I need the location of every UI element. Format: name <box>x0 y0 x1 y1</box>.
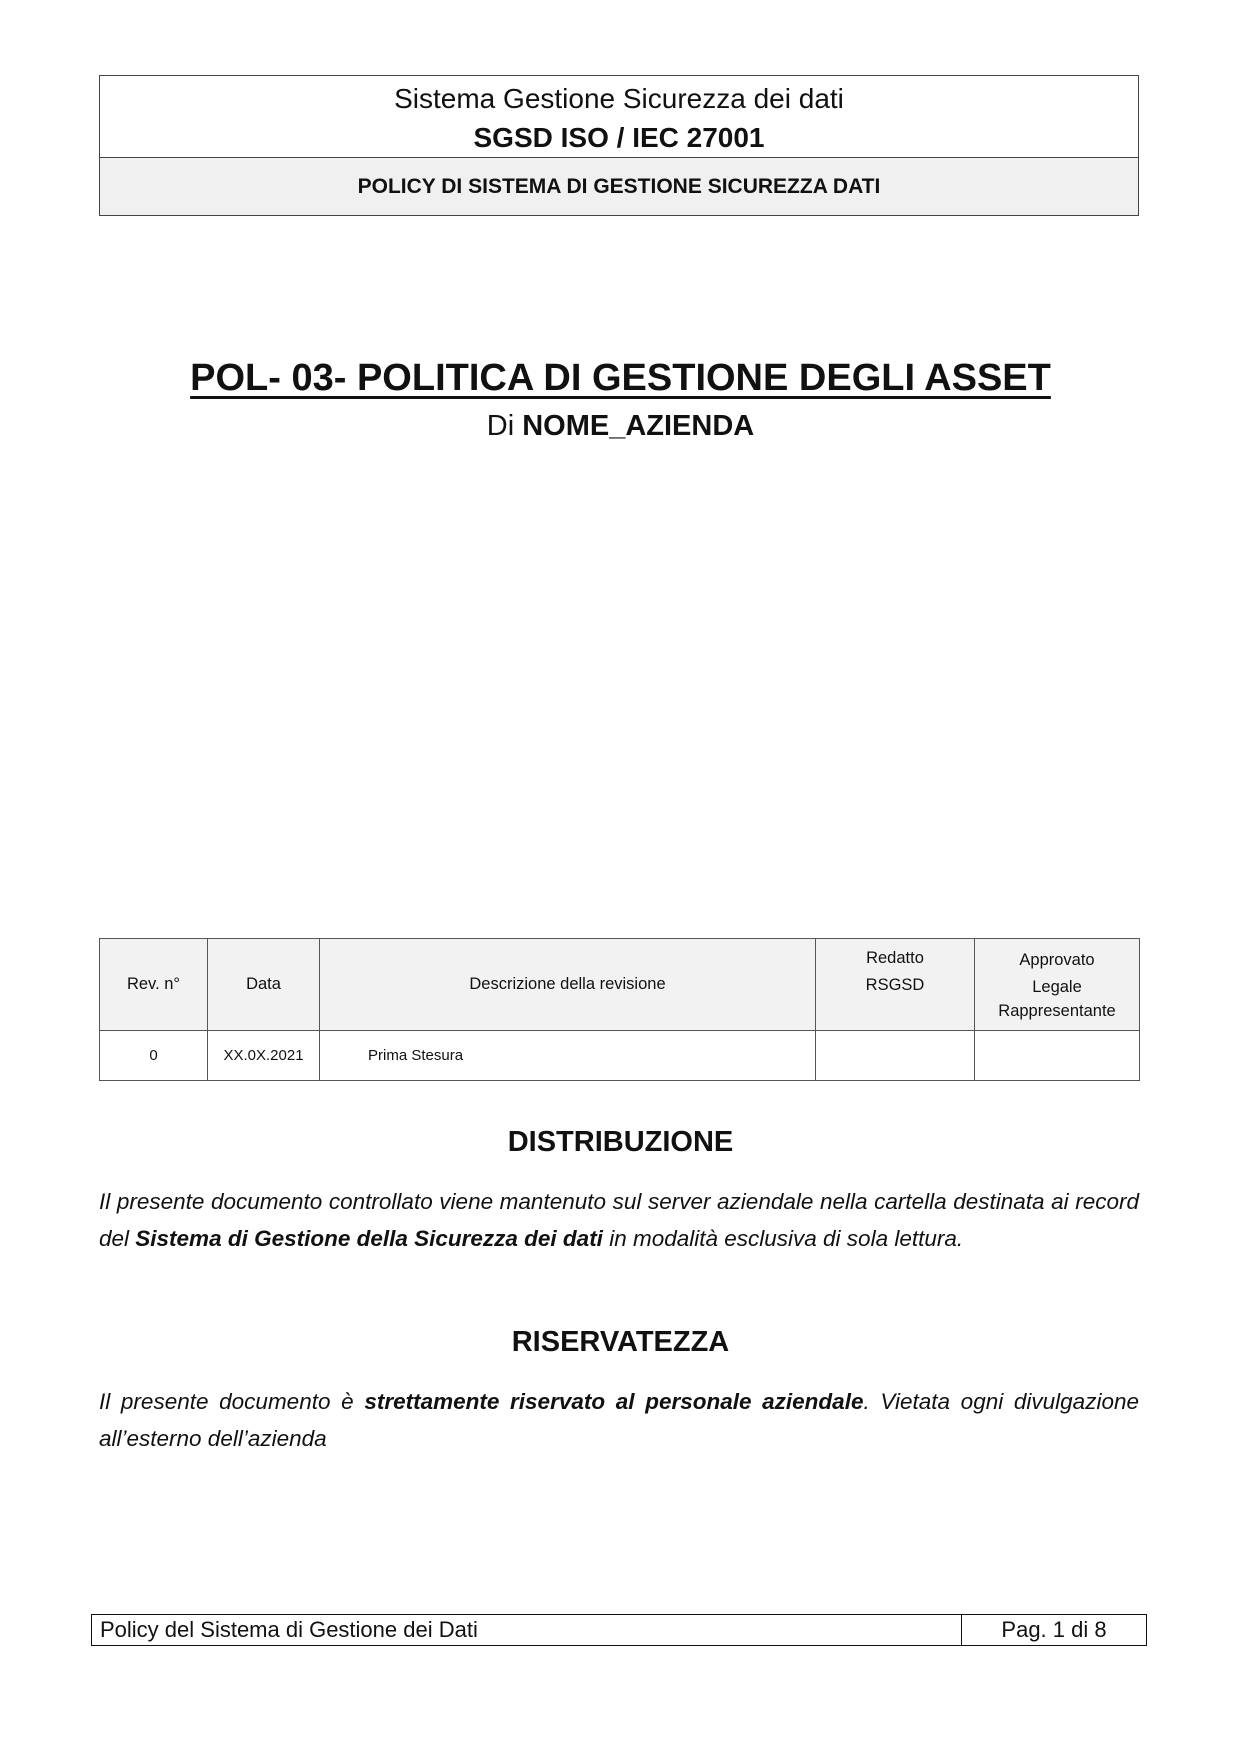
document-header <box>99 75 1139 216</box>
footer-document-name: Policy del Sistema di Gestione dei Dati <box>92 1615 962 1645</box>
distribution-text <box>99 1183 1139 1257</box>
subtitle-prefix: Di <box>486 410 515 442</box>
header-approved <box>975 939 1140 1031</box>
header-policy-band: POLICY DI SISTEMA DI GESTIONE SICUREZZA DATI <box>100 158 1138 215</box>
revision-table-header <box>100 939 1140 1031</box>
confidentiality-text-bold: strettamente riservato al personale aziendale <box>364 1389 864 1414</box>
cell-approved <box>975 1031 1140 1081</box>
cell-written <box>816 1031 975 1081</box>
cell-date: XX.0X.2021 <box>208 1031 320 1081</box>
document-subtitle <box>0 410 1241 443</box>
header-system-name: Sistema Gestione Sicurezza dei dati <box>394 83 844 114</box>
header-approved-line3: Rappresentante <box>998 1002 1116 1020</box>
revision-table <box>99 938 1140 1081</box>
cell-description: Prima Stesura <box>320 1031 816 1081</box>
confidentiality-text-part1: Il presente documento è <box>99 1389 365 1414</box>
header-date: Data <box>208 939 320 1031</box>
header-standard: SGSD ISO / IEC 27001 <box>473 122 765 153</box>
distribution-text-part2: in modalità esclusiva di sola lettura. <box>602 1226 964 1251</box>
distribution-title: DISTRIBUZIONE <box>507 1126 734 1158</box>
header-approved-line1: Approvato <box>1019 951 1095 969</box>
page-footer <box>91 1614 1147 1646</box>
header-rev: Rev. n° <box>100 939 208 1031</box>
table-row <box>100 1031 1140 1081</box>
subtitle-company: NOME_AZIENDA <box>522 410 755 442</box>
header-written-line1: Redatto <box>866 949 924 967</box>
distribution-text-part1: Il presente documento controllato viene mantenuto sul server aziendale nella cartella destinata ai record del <box>99 1189 1139 1251</box>
cell-rev: 0 <box>100 1031 208 1081</box>
footer-page-number: Pag. 1 di 8 <box>1001 1617 1107 1642</box>
confidentiality-text <box>99 1383 1139 1457</box>
header-description: Descrizione della revisione <box>320 939 816 1031</box>
header-approved-line2: Legale <box>1032 978 1082 996</box>
confidentiality-title: RISERVATEZZA <box>511 1326 730 1358</box>
distribution-text-bold: Sistema di Gestione della Sicurezza dei dati <box>135 1226 603 1251</box>
confidentiality-text-part2: . Vietata ogni divulgazione all’esterno dell’azienda <box>99 1389 1139 1451</box>
document-title: POL- 03- POLITICA DI GESTIONE DEGLI ASSET <box>190 357 1051 399</box>
header-written <box>816 939 975 1031</box>
header-written-line2: RSGSD <box>865 976 925 994</box>
header-title-block <box>100 76 1138 158</box>
